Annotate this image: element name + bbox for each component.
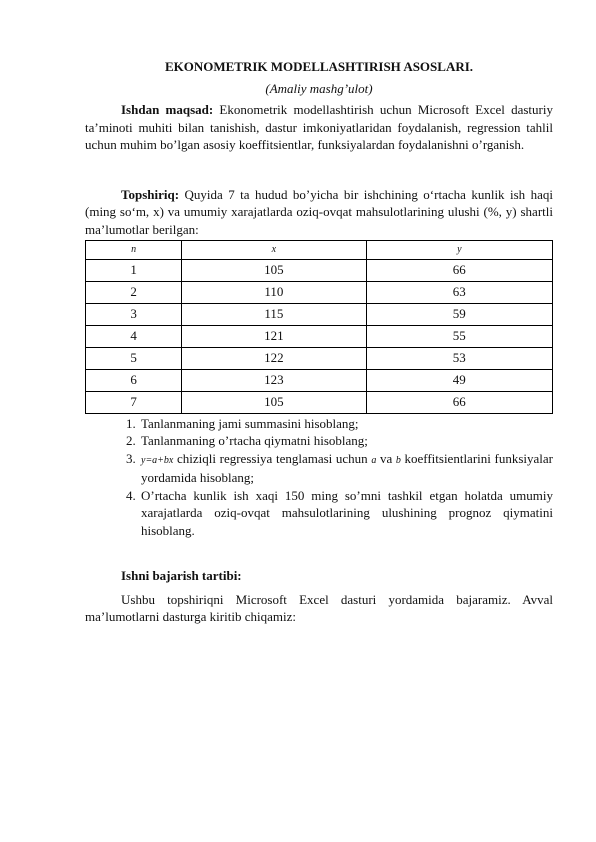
cell-n: 2 (86, 281, 182, 303)
table-row (86, 325, 553, 347)
cell-x: 105 (182, 391, 366, 413)
coef-a: a (371, 454, 377, 466)
procedure-paragraph: Ushbu topshiriqni Microsoft Excel dasturi yordamida bajaramiz. Avval ma’lumotlarni dasturga kiritib chiqamiz: (85, 591, 553, 624)
spacer (85, 154, 553, 186)
header-y: y (366, 241, 552, 260)
task-item-3 (139, 450, 553, 487)
table-row (86, 259, 553, 281)
cell-x: 110 (182, 281, 366, 303)
table-header-row (86, 241, 553, 260)
cell-y: 55 (366, 325, 552, 347)
cell-x: 123 (182, 369, 366, 391)
cell-y: 63 (366, 281, 552, 303)
task-3-text-c: koeffitsientlarini funksiyalar yordamida hisoblang; (141, 450, 553, 485)
task-list (85, 415, 553, 540)
table-row (86, 391, 553, 413)
task-text: Quyida 7 ta hudud bo’yicha bir ishchining oʻrtacha kunlik ish haqi (ming soʻm, x) va umumiy xarajatlarda oziq-ovqat mahsulotlarining ulushi (%, y) shartli ma’lumotlar berilgan: (85, 186, 553, 237)
cell-y: 53 (366, 347, 552, 369)
table-row (86, 347, 553, 369)
table-row (86, 369, 553, 391)
goal-paragraph (85, 101, 553, 154)
task-paragraph (85, 186, 553, 239)
cell-x: 121 (182, 325, 366, 347)
cell-y: 49 (366, 369, 552, 391)
cell-y: 66 (366, 391, 552, 413)
cell-n: 3 (86, 303, 182, 325)
procedure-heading: Ishni bajarish tartibi: (121, 568, 242, 583)
task-item-1: 1. Tanlanmaning jami summasini hisoblang; (139, 415, 553, 433)
table-row (86, 303, 553, 325)
header-x: x (182, 241, 366, 260)
cell-y: 66 (366, 259, 552, 281)
regression-formula: y=a+bx (141, 454, 174, 466)
data-table (85, 240, 553, 414)
document-subtitle: (Amaliy mashg’ulot) (265, 80, 373, 96)
task-3-text-a: chiziqli regressiya tenglamasi uchun (173, 450, 372, 466)
cell-n: 7 (86, 391, 182, 413)
cell-n: 5 (86, 347, 182, 369)
task-3-text-b: va (376, 450, 396, 466)
cell-n: 1 (86, 259, 182, 281)
table-row (86, 281, 553, 303)
cell-y: 59 (366, 303, 552, 325)
cell-x: 115 (182, 303, 366, 325)
cell-x: 105 (182, 259, 366, 281)
document-page (85, 58, 553, 626)
cell-n: 6 (86, 369, 182, 391)
coef-b: b (395, 454, 401, 466)
task-label: Topshiriq: (121, 186, 180, 202)
document-title: EKONOMETRIK MODELLASHTIRISH ASOSLARI. (164, 59, 474, 74)
header-n: n (86, 241, 182, 260)
task-item-4: 4. O’rtacha kunlik ish xaqi 150 ming so’mni tashkil etgan holatda umumiy xarajatlarda oziq-ovqat mahsulotlarining ulushining prognoz qiymatini hisoblang. (139, 487, 553, 540)
task-item-2: 2. Tanlanmaning o’rtacha qiymatni hisoblang; (139, 432, 553, 450)
cell-x: 122 (182, 347, 366, 369)
cell-n: 4 (86, 325, 182, 347)
goal-text: Ekonometrik modellashtirish uchun Microsoft Excel dasturiy ta’minoti muhiti bilan tanishish, dastur imkoniyatlaridan foydalanish, regression tahlil uchun muhim bo’lgan asosiy koeffitsientlar, funksiyalardan foydalanishni o’rganish. (85, 102, 553, 152)
goal-label: Ishdan maqsad: (121, 102, 214, 117)
